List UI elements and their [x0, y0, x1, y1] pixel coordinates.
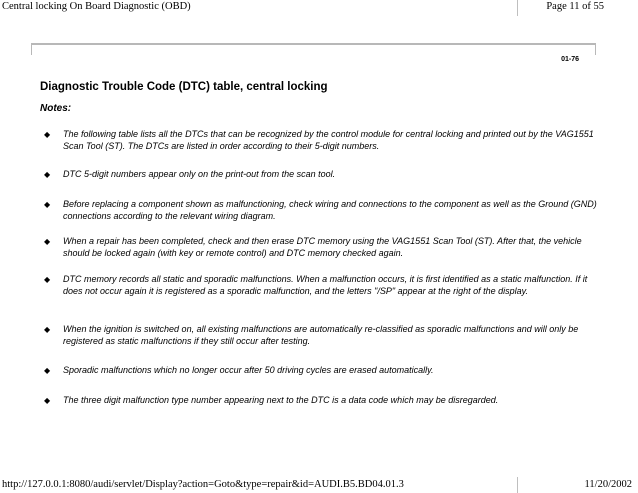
section-code: 01-76: [561, 56, 579, 63]
page-heading: Diagnostic Trouble Code (DTC) table, central locking: [40, 81, 328, 93]
list-item-text: Before replacing a component shown as malfunctioning, check wiring and connections to the component as well as the Ground (GND) connections according to the relevant wiring diagram.: [63, 199, 597, 221]
list-item-text: When a repair has been completed, check and then erase DTC memory using the VAG1551 Scan Tool (ST). After that, the vehicle should be locked again (with key or remote control) and DTC memory checked again.: [63, 236, 582, 258]
diamond-bullet-icon: ◆: [44, 325, 51, 334]
diamond-bullet-icon: ◆: [44, 396, 51, 405]
diamond-bullet-icon: ◆: [44, 200, 51, 209]
diamond-bullet-icon: ◆: [44, 366, 51, 375]
document-title: Central locking On Board Diagnostic (OBD): [2, 1, 191, 12]
section-rule-right: [595, 43, 596, 55]
header-divider: [517, 0, 518, 16]
diamond-bullet-icon: ◆: [44, 275, 51, 284]
diamond-bullet-icon: ◆: [44, 130, 51, 139]
diamond-bullet-icon: ◆: [44, 170, 51, 179]
section-rule: [31, 43, 596, 45]
list-item-text: DTC memory records all static and sporadic malfunctions. When a malfunction occurs, it is first identified as a static malfunction. If it does not occur again it is registered as a sporadic malfunction, and the letters "/SP" appear at the right of the display.: [63, 274, 588, 296]
list-item-text: Sporadic malfunctions which no longer occur after 50 driving cycles are erased automatically.: [63, 365, 434, 375]
list-item-text: When the ignition is switched on, all existing malfunctions are automatically re-classified as sporadic malfunctions and will only be registered as static malfunctions if they still occur after testing.: [63, 324, 579, 346]
list-item-text: The three digit malfunction type number appearing next to the DTC is a data code which may be disregarded.: [63, 395, 499, 405]
print-date: 11/20/2002: [584, 479, 632, 490]
page-number: Page 11 of 55: [546, 1, 604, 12]
list-item-text: The following table lists all the DTCs that can be recognized by the control module for central locking and printed out by the VAG1551 Scan Tool (ST). The DTCs are listed in order according to their 5-digit numbers.: [63, 129, 594, 151]
print-footer: [0, 477, 638, 493]
list-item-text: DTC 5-digit numbers appear only on the print-out from the scan tool.: [63, 169, 336, 179]
print-header: [0, 0, 638, 16]
section-rule-left: [31, 43, 32, 55]
diamond-bullet-icon: ◆: [44, 237, 51, 246]
source-url: http://127.0.0.1:8080/audi/servlet/Display?action=Goto&type=repair&id=AUDI.B5.BD04.01.3: [2, 479, 404, 490]
notes-label: Notes:: [40, 103, 72, 114]
footer-divider: [517, 477, 518, 493]
